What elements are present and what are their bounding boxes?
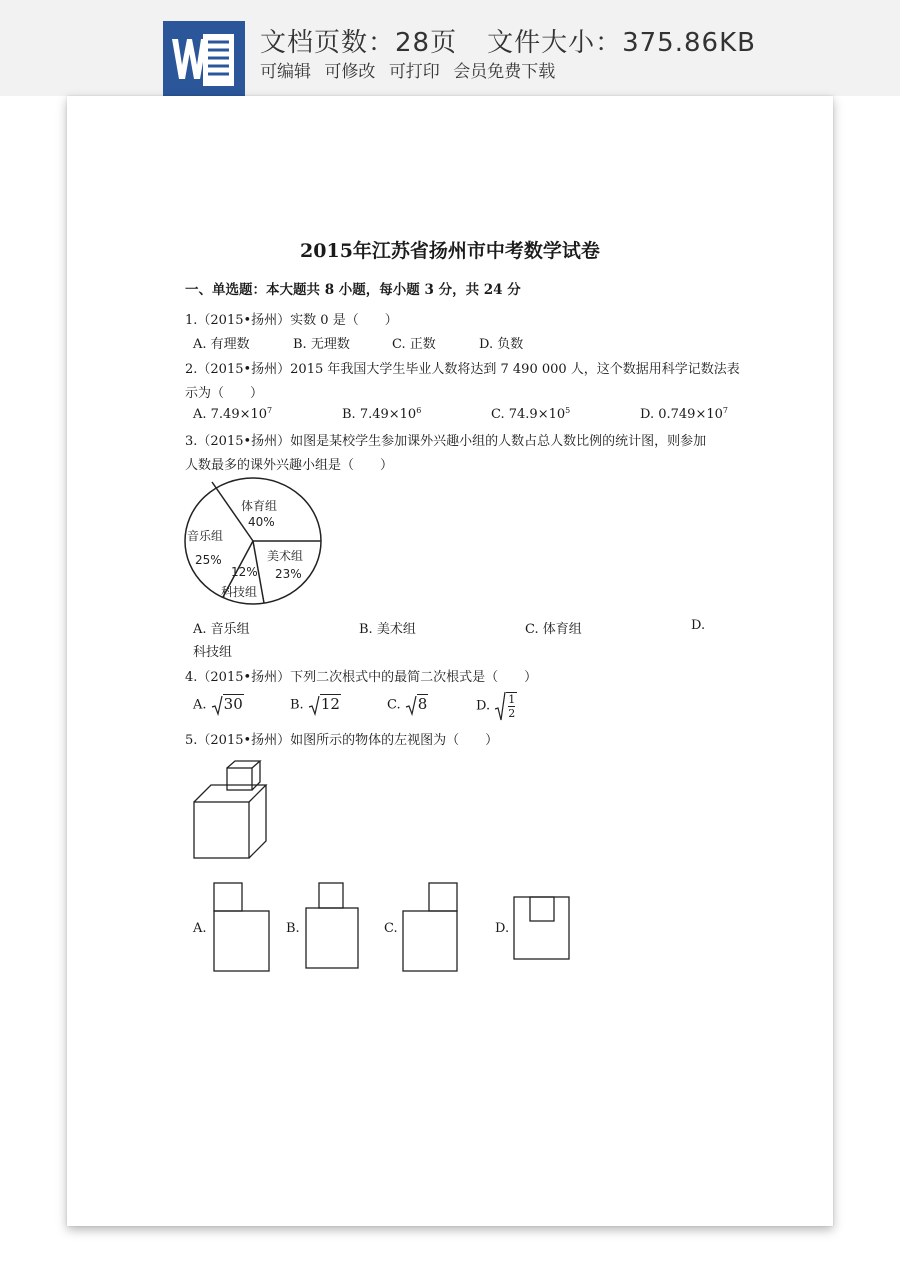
question-5-option-d-label: D. <box>495 921 510 936</box>
section-heading: 一、单选题：本大题共 8 小题，每小题 3 分，共 24 分 <box>185 282 521 298</box>
page-count: 文档页数：28页 <box>260 28 458 58</box>
small-cube-front <box>227 768 252 790</box>
question-3-option-c: C. 体育组 <box>525 622 582 637</box>
feature-modifiable: 可修改 <box>324 62 376 82</box>
word-document-icon <box>163 21 245 97</box>
pie-value-tech: 12% <box>231 565 258 579</box>
question-3-option-d-text: 科技组 <box>193 645 233 660</box>
question-4-option-b: B. 12 <box>290 694 341 716</box>
question-3-stem-line1: 3.（2015•扬州）如图是某校学生参加课外兴趣小组的人数占总人数比例的统计图，则参加 <box>185 434 707 449</box>
question-2-option-a: A. $7.49\times 10^7$ <box>193 406 273 422</box>
feature-printable: 可打印 <box>388 62 440 82</box>
pie-label-music: 音乐组 <box>187 529 224 543</box>
pie-label-tech: 科技组 <box>221 585 258 599</box>
question-5-option-a-label: A. <box>193 921 207 936</box>
question-4-stem: 4.（2015•扬州）下列二次根式中的最简二次根式是（ ） <box>185 670 538 685</box>
document-title: 2015年江苏省扬州市中考数学试卷 <box>300 240 600 262</box>
question-2-option-c: C. $74.9\times 10^5$ <box>491 406 571 422</box>
pie-label-art: 美术组 <box>267 549 304 563</box>
option-d-view <box>511 895 575 965</box>
question-3-option-b: B. 美术组 <box>359 622 416 637</box>
question-5-option-c-label: C. <box>384 921 398 936</box>
question-5-option-b-label: B. <box>286 921 300 936</box>
question-2-option-d: D. $0.749\times 10^7$ <box>640 406 728 422</box>
question-3-stem-line2: 人数最多的课外兴趣小组是（ ） <box>185 458 394 473</box>
pie-value-music: 25% <box>195 553 222 567</box>
question-3-option-a: A. 音乐组 <box>193 622 250 637</box>
sqrt-sign-icon <box>405 694 417 716</box>
option-a-view <box>211 882 273 976</box>
question-2-option-b: B. $7.49\times 10^6$ <box>342 406 422 422</box>
pie-value-art: 23% <box>275 567 302 581</box>
question-1-stem: 1.（2015•扬州）实数 0 是（ ） <box>185 313 398 328</box>
file-info <box>260 22 756 59</box>
pie-value-sport: 40% <box>248 515 275 529</box>
base-cube-front <box>194 802 249 858</box>
question-2-stem-line1: 2.（2015•扬州）2015 年我国大学生毕业人数将达到 7 490 000 人，这个数据用科学记数法表 <box>185 362 740 377</box>
option-c-view <box>400 882 462 976</box>
question-1-option-a: A. 有理数 <box>193 337 250 352</box>
sqrt-sign-icon <box>211 694 223 716</box>
feature-list <box>260 57 563 82</box>
small-cube-top <box>227 761 260 768</box>
question-2-stem-line2: 示为（ ） <box>185 386 264 401</box>
pie-chart-figure <box>179 474 329 610</box>
sqrt-sign-icon <box>494 690 506 722</box>
option-b-view <box>303 882 363 972</box>
feature-free-download: 会员免费下载 <box>453 62 556 82</box>
question-4-option-c: C. 8 <box>387 694 428 716</box>
sqrt-sign-icon <box>308 694 320 716</box>
question-3-option-d: D. <box>691 618 706 633</box>
file-size: 文件大小：375.86KB <box>487 28 756 58</box>
base-cube-side <box>249 785 266 858</box>
document-page <box>67 96 833 1226</box>
question-1-option-b: B. 无理数 <box>293 337 350 352</box>
question-5-stem: 5.（2015•扬州）如图所示的物体的左视图为（ ） <box>185 733 499 748</box>
solid-object-figure <box>191 760 281 860</box>
question-1-option-d: D. 负数 <box>479 337 524 352</box>
question-1-option-c: C. 正数 <box>392 337 436 352</box>
question-4-option-a: A. 30 <box>193 694 244 716</box>
feature-editable: 可编辑 <box>260 62 311 82</box>
pie-label-sport: 体育组 <box>241 499 278 513</box>
question-4-option-d: D. $\frac{1}{2}$ <box>476 690 517 722</box>
download-banner <box>0 0 900 96</box>
